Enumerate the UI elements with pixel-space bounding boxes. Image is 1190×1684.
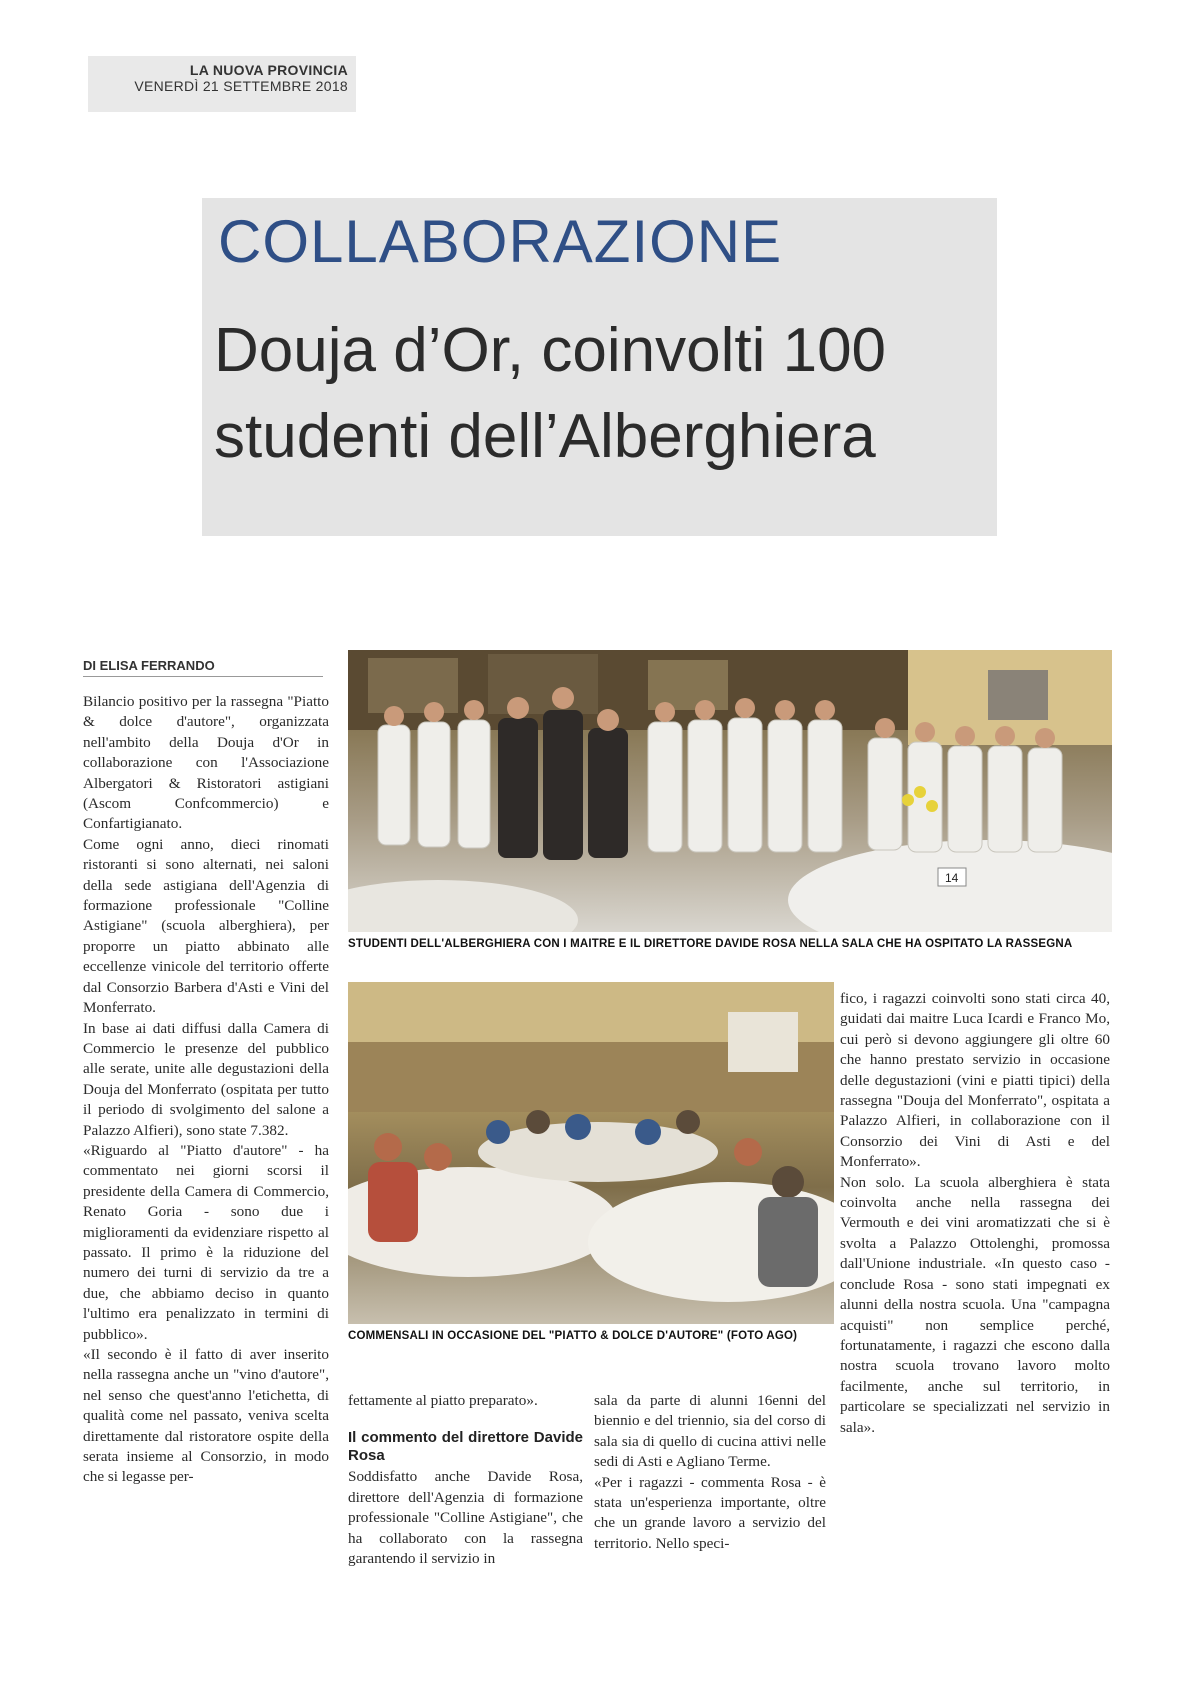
photo-diners	[348, 982, 834, 1324]
article-column-3	[594, 1391, 826, 1554]
paragraph: fico, i ragazzi coinvolti sono stati circa 40, guidati dai maitre Luca Icardi e Franco Mo, cui però si devono aggiungere gli oltre 60 che hanno prestato servizio in occasione delle degustazioni (vini e piatti tipici) della rassegna "Douja del Monferrato", ospitata a Palazzo Alfieri, in collaborazione con il Consorzio dei Vini di Asti e del Monferrato».	[840, 990, 1110, 1171]
newspaper-name: LA NUOVA PROVINCIA	[189, 62, 348, 78]
headline-title	[214, 308, 886, 480]
headline-box	[202, 198, 997, 536]
headline-kicker: COLLABORAZIONE	[218, 208, 783, 275]
paragraph: In base ai dati diffusi dalla Camera di Commercio le presenze del pubblico alle serate, unite alle degustazioni della Douja del Monferrato (ospitata per tutto il periodo di svolgimento del salone a Palazzo Alfieri), sono state 7.382.	[83, 1019, 329, 1139]
byline: DI ELISA FERRANDO	[83, 658, 323, 677]
article-subheading: Il commento del direttore Davide Rosa	[348, 1429, 583, 1465]
article	[80, 650, 1115, 1590]
article-column-1	[83, 692, 329, 1488]
photo-students-caption: STUDENTI DELL'ALBERGHIERA CON I MAITRE E IL DIRETTORE DAVIDE ROSA NELLA SALA CHE HA OSPITATO LA RASSEGNA	[348, 938, 1073, 950]
photo-students-illustration	[348, 650, 1112, 932]
paragraph: Non solo. La scuola alberghiera è stata coinvolta anche nella rassegna dei Vermouth e dei vini aromatizzati che si è svolta a Palazzo Ottolenghi, promossa dall'Unione industriale. «In questo caso - conclude Rosa - sono stati impegnati ex alunni della nostra scuola. Una "campagna acquisti" non semplice perché, fortunatamente, i ragazzi che escono dalla nostra scuola trovano lavoro molto facilmente, anche sul territorio, in particolare se specializzati nel servizio in sala».	[840, 1173, 1110, 1436]
paragraph: Soddisfatto anche Davide Rosa, direttore dell'Agenzia di formazione professionale "Colline Astigiane", che ha collaborato con la rassegna garantendo il servizio in	[348, 1468, 583, 1568]
table-number-label: 14	[945, 871, 959, 885]
issue-date: VENERDÌ 21 SETTEMBRE 2018	[134, 78, 348, 94]
paragraph: sala da parte di alunni 16enni del biennio e del triennio, sia del corso di sala sia di quello di cucina attivi nelle sedi di Asti e Agliano Terme.	[594, 1392, 826, 1471]
photo-diners-caption: COMMENSALI IN OCCASIONE DEL "PIATTO & DOLCE D'AUTORE" (FOTO AGO)	[348, 1330, 798, 1342]
masthead	[88, 56, 356, 112]
article-column-2	[348, 1391, 583, 1569]
article-column-4	[840, 989, 1110, 1438]
paragraph: «Il secondo è il fatto di aver inserito nella rassegna anche un "vino d'autore", nel senso che quest'anno l'etichetta, di qualità come nel passato, veniva scelta direttamente dal ristoratore ospite della serata insieme al Consorzio, in modo che si legasse per-	[83, 1346, 329, 1486]
paragraph: Bilancio positivo per la rassegna "Piatto & dolce d'autore", organizzata nell'ambito della Douja d'Or in collaborazione con l'Associazione Albergatori & Ristoratori astigiani (Ascom Confcommercio) e Confartigianato.	[83, 693, 329, 833]
photo-diners-illustration	[348, 982, 834, 1324]
photo-students-group	[348, 650, 1112, 932]
paragraph: fettamente al piatto preparato».	[348, 1392, 538, 1409]
paragraph: «Per i ragazzi - commenta Rosa - è stata un'esperienza importante, oltre che un grande lavoro a servizio del territorio. Nello speci-	[594, 1473, 826, 1552]
paragraph: Come ogni anno, dieci rinomati ristoranti si sono alternati, nei saloni della sede astigiana dell'Agenzia di formazione professionale "Colline Astigiane" (scuola alberghiera), per proporre un piatto abbinato alle eccellenze vinicole del territorio offerte dal Consorzio Barbera d'Asti e Vini del Monferrato.	[83, 835, 329, 1017]
paragraph: «Riguardo al "Piatto d'autore" - ha commentato nei giorni scorsi il presidente della Camera di Commercio, Renato Goria - sono due i miglioramenti da evidenziare rispetto al passato. Il primo è la riduzione del numero dei turni di servizio da tre a due, che abbiamo deciso in quanto l'ultimo era penalizzato in termini di pubblico».	[83, 1141, 329, 1343]
headline-title-line-1: Douja d’Or, coinvolti 100	[214, 316, 887, 385]
headline-title-line-2: studenti dell’Alberghiera	[214, 402, 876, 471]
